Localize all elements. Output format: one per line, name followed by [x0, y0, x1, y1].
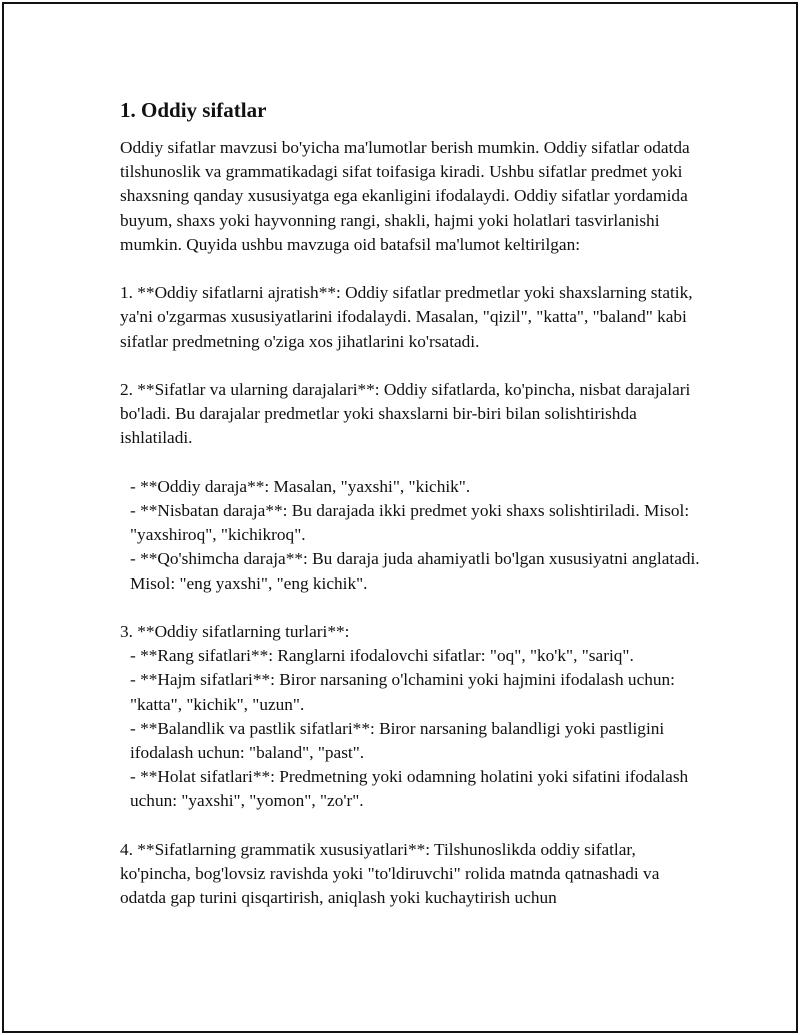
paragraph-gap	[120, 354, 700, 378]
item-3-sub-holat: - **Holat sifatlari**: Predmetning yoki odamning holatini yoki sifatini ifodalash uchun: "yaxshi", "yomon", "zo'r".	[130, 767, 689, 811]
paragraph-gap	[120, 257, 700, 281]
paragraph-gap	[120, 596, 700, 620]
paragraph-gap	[120, 451, 700, 475]
item-3-sub-hajm: - **Hajm sifatlari**: Biror narsaning o'lchamini yoki hajmini ifodalash uchun: "katta", "kichik", "uzun".	[130, 670, 675, 714]
paragraph-gap	[120, 814, 700, 838]
item-2-paragraph: 2. **Sifatlar va ularning darajalari**: Oddiy sifatlarda, ko'pincha, nisbat darajalari bo'ladi. Bu darajalar predmetlar yoki shaxslarni bir-biri bilan solishtirishda ishlatiladi.	[120, 380, 691, 448]
item-3-sub-balandlik: - **Balandlik va pastlik sifatlari**: Biror narsaning balandligi yoki pastligini ifodalash uchun: "baland", "past".	[130, 718, 665, 763]
document-page	[2, 2, 798, 1033]
item-3-sub-rang: - **Rang sifatlari**: Ranglarni ifodalovchi sifatlar: "oq", "ko'k", "sariq".	[130, 646, 634, 666]
item-2-sub-oddiy-daraja: - **Oddiy daraja**: Masalan, "yaxshi", "kichik".	[130, 476, 471, 496]
document-title: 1. Oddiy sifatlar	[120, 98, 267, 122]
item-4-paragraph: 4. **Sifatlarning grammatik xususiyatlari**: Tilshunoslikda oddiy sifatlar, ko'pincha, bog'lovsiz ravishda yoki "to'ldiruvchi" rolida matnda qatnashadi va odatda gap turini qisqartirish, aniqlash yoki kuchaytirish uchun	[120, 839, 660, 908]
document-body	[120, 96, 700, 910]
item-1-paragraph: 1. **Oddiy sifatlarni ajratish**: Oddiy sifatlar predmetlar yoki shaxslarning statik, ya'ni o'zgarmas xususiyatlarini ifodalaydi. Masalan, "qizil", "katta", "baland" kabi sifatlar predmetning o'ziga xos jihatlarini ko'rsatadi.	[120, 283, 693, 351]
item-2-sub-nisbatan-daraja: - **Nisbatan daraja**: Bu darajada ikki predmet yoki shaxs solishtiriladi. Misol: "yaxshiroq", "kichikroq".	[130, 501, 690, 545]
intro-paragraph: Oddiy sifatlar mavzusi bo'yicha ma'lumotlar berish mumkin. Oddiy sifatlar odatda tilshunoslik va grammatikadagi sifat toifasiga kiradi. Ushbu sifatlar predmet yoki shaxsning qanday xususiyatga ega ekanligini ifodalaydi. Oddiy sifatlar yordamida buyum, shaxs yoki hayvonning rangi, shakli, hajmi yoki holatlari tasvirlanishi mumkin. Quyida ushbu mavzuga oid batafsil ma'lumot keltirilgan:	[120, 138, 690, 254]
item-2-sub-qoshimcha-daraja: - **Qo'shimcha daraja**: Bu daraja juda ahamiyatli bo'lgan xususiyatni anglatadi. Misol: "eng yaxshi", "eng kichik".	[130, 549, 700, 593]
item-3-heading: 3. **Oddiy sifatlarning turlari**:	[120, 622, 350, 641]
